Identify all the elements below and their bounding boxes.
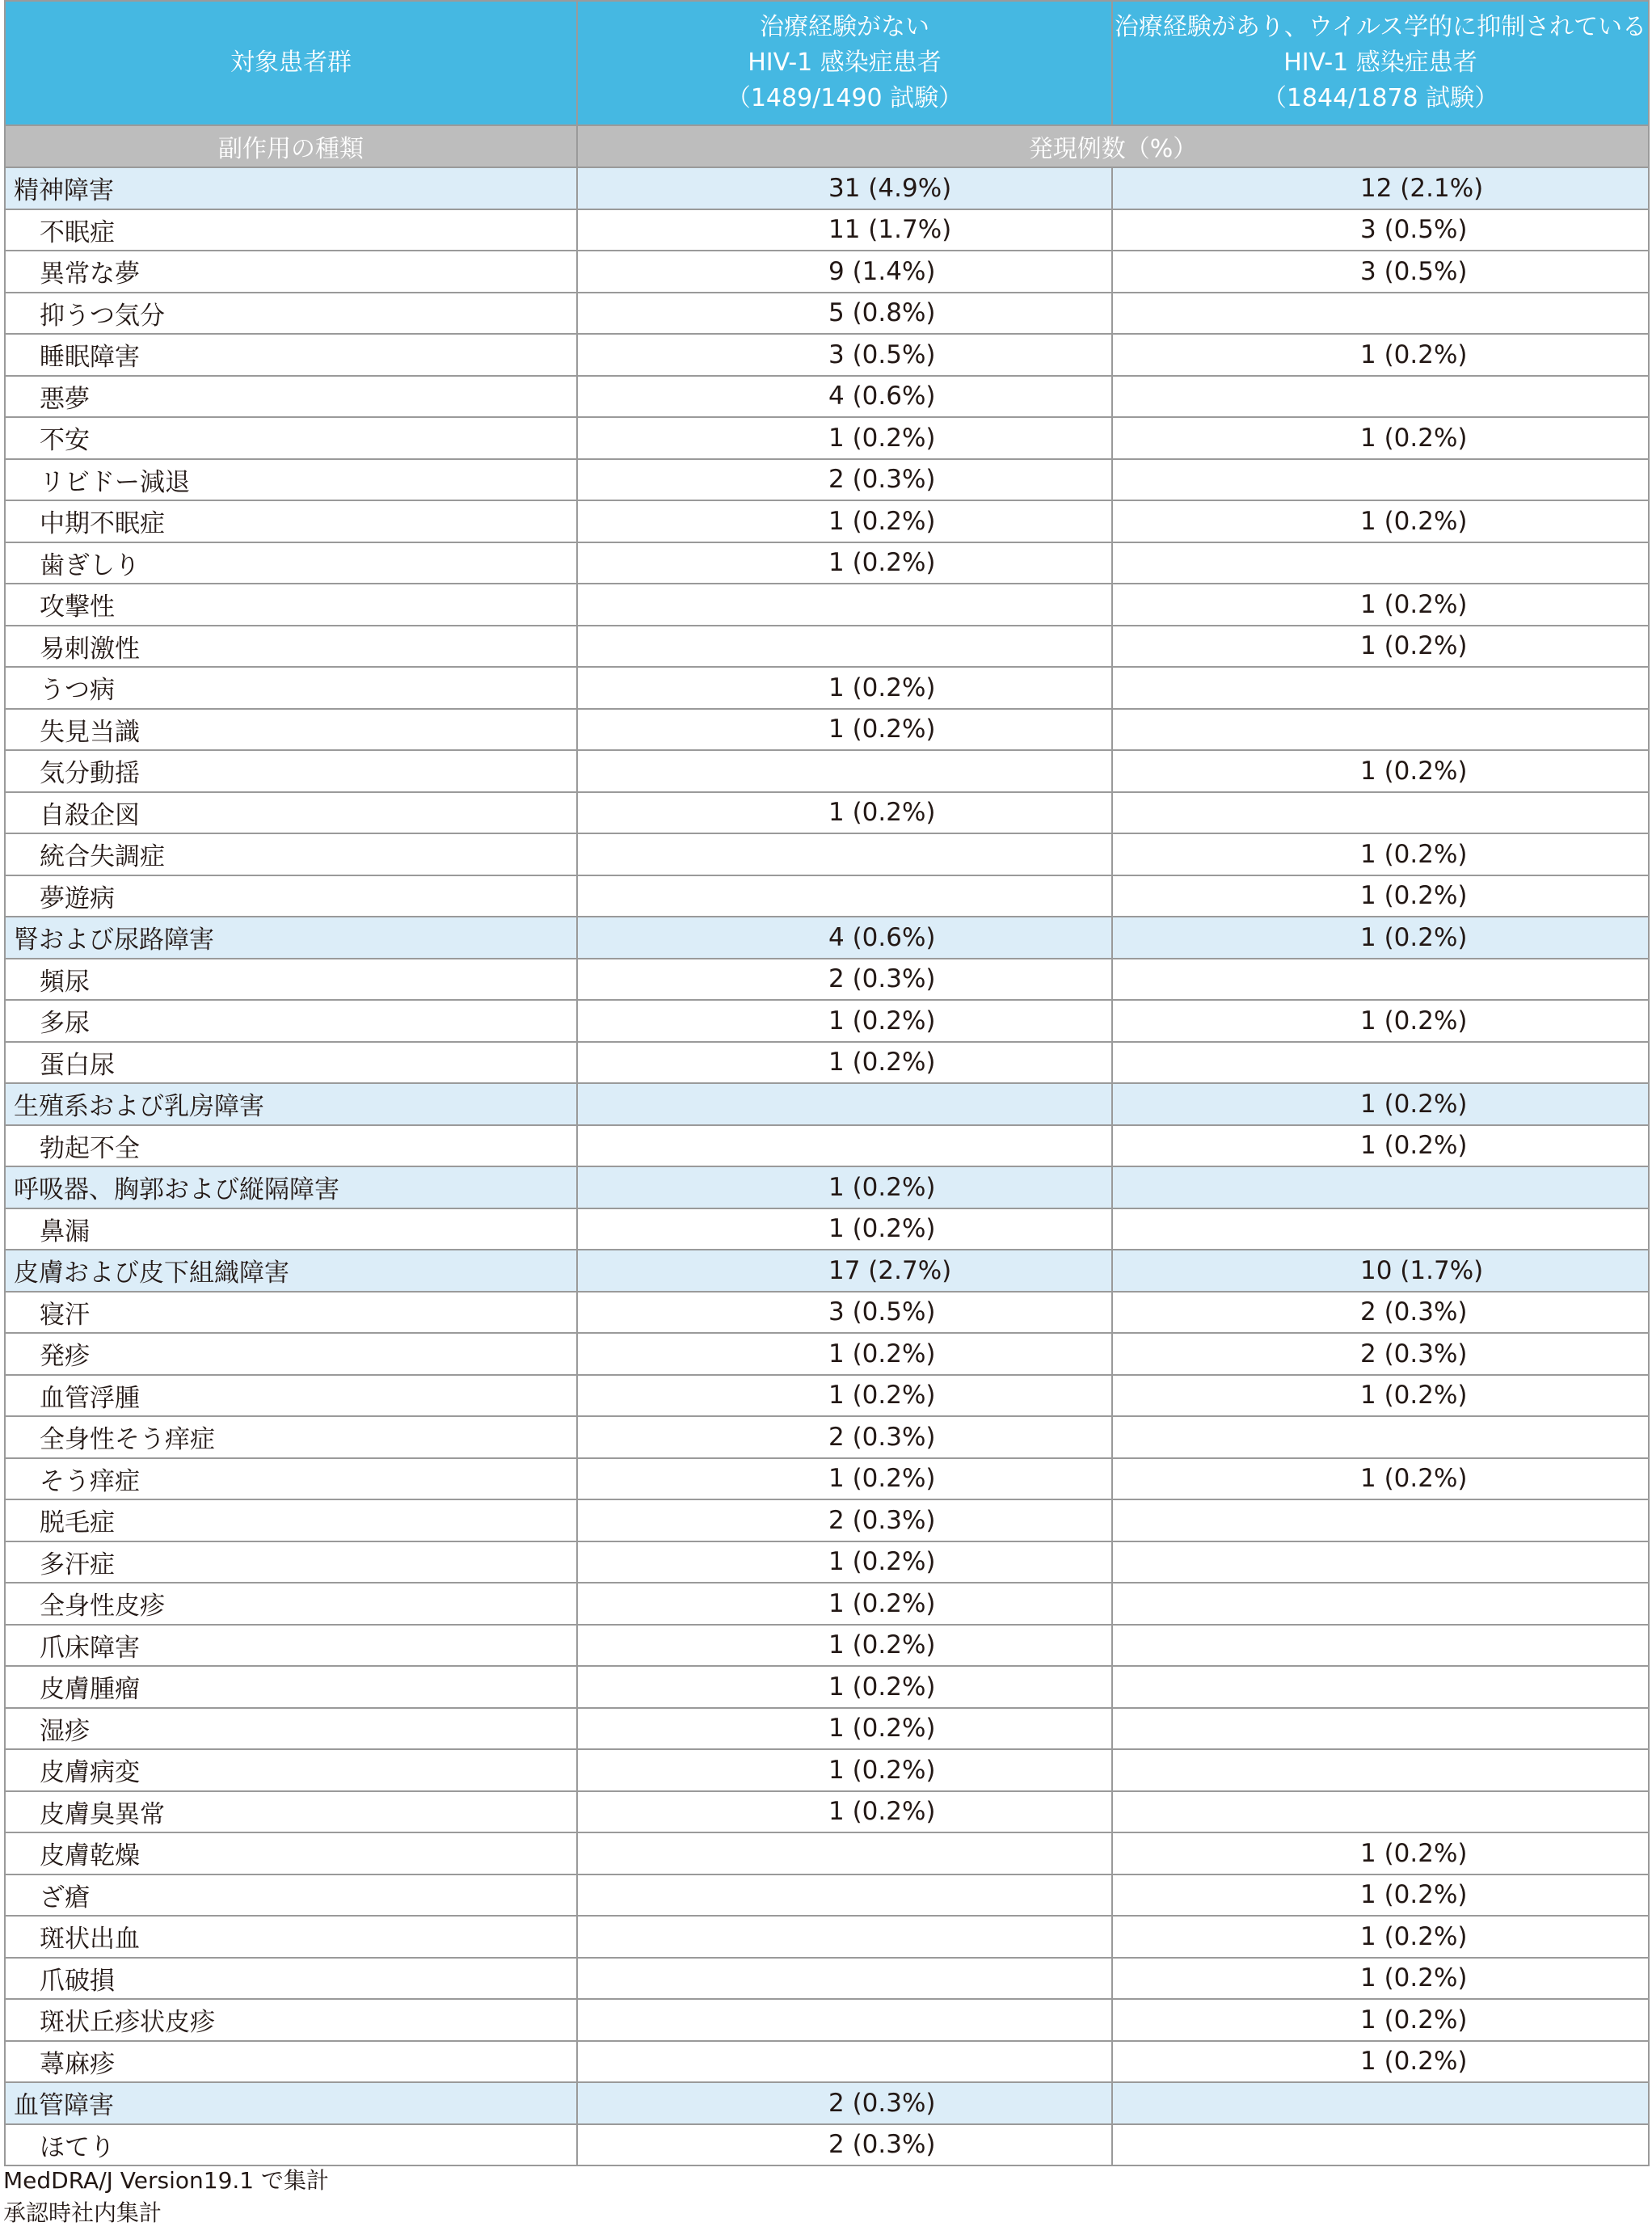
naive-count: 1 (0.2%) xyxy=(577,542,1112,584)
naive-count: 1 (0.2%) xyxy=(577,1458,1112,1500)
suppressed-count: 1 (0.2%) xyxy=(1112,1958,1649,2000)
table-row xyxy=(5,417,1649,459)
reaction-name: 抑うつ気分 xyxy=(5,293,577,335)
patient-group-header: 対象患者群 xyxy=(5,1,577,125)
naive-count: 1 (0.2%) xyxy=(577,1749,1112,1791)
reaction-name: 全身性皮疹 xyxy=(5,1583,577,1625)
suppressed-count: 1 (0.2%) xyxy=(1112,626,1649,668)
reaction-name: 脱毛症 xyxy=(5,1499,577,1541)
naive-count: 1 (0.2%) xyxy=(577,1042,1112,1084)
suppressed-count xyxy=(1112,1499,1649,1541)
table-body xyxy=(5,167,1649,2165)
suppressed-patients-header: 治療経験があり、ウイルス学的に抑制されている HIV-1 感染症患者 （1844/1878 試験） xyxy=(1112,1,1649,125)
table-row xyxy=(5,1125,1649,1167)
table-row xyxy=(5,792,1649,834)
reaction-name: 失見当識 xyxy=(5,709,577,751)
category-name: 精神障害 xyxy=(5,167,577,209)
table-row xyxy=(5,542,1649,584)
suppressed-count: 1 (0.2%) xyxy=(1112,833,1649,875)
naive-count: 5 (0.8%) xyxy=(577,293,1112,335)
table-row xyxy=(5,1999,1649,2041)
suppressed-count: 1 (0.2%) xyxy=(1112,1125,1649,1167)
reaction-name: ほてり xyxy=(5,2124,577,2166)
naive-count: 2 (0.3%) xyxy=(577,2082,1112,2124)
reaction-name: 多汗症 xyxy=(5,1541,577,1583)
table-row xyxy=(5,500,1649,542)
suppressed-count xyxy=(1112,1625,1649,1667)
suppressed-count xyxy=(1112,959,1649,1001)
category-name: 生殖系および乳房障害 xyxy=(5,1083,577,1125)
header-row xyxy=(5,1,1649,125)
reaction-name: 皮膚腫瘤 xyxy=(5,1666,577,1708)
category-row xyxy=(5,2082,1649,2124)
reaction-name: そう痒症 xyxy=(5,1458,577,1500)
table-row xyxy=(5,1375,1649,1417)
table-row xyxy=(5,709,1649,751)
category-name: 呼吸器、胸郭および縦隔障害 xyxy=(5,1166,577,1208)
footnote-source: 承認時社内集計 xyxy=(3,2199,162,2226)
table-row xyxy=(5,1333,1649,1375)
naive-count xyxy=(577,1999,1112,2041)
table-row xyxy=(5,1541,1649,1583)
naive-count: 3 (0.5%) xyxy=(577,1292,1112,1334)
reaction-name: 皮膚臭異常 xyxy=(5,1791,577,1833)
table-row xyxy=(5,1708,1649,1750)
suppressed-count: 1 (0.2%) xyxy=(1112,1375,1649,1417)
suppressed-count: 1 (0.2%) xyxy=(1112,750,1649,792)
reaction-name: 歯ぎしり xyxy=(5,542,577,584)
category-row xyxy=(5,917,1649,959)
naive-count xyxy=(577,875,1112,917)
table-row xyxy=(5,1292,1649,1334)
table-row xyxy=(5,1832,1649,1874)
suppressed-count xyxy=(1112,459,1649,501)
adverse-reactions-table xyxy=(4,0,1650,2166)
naive-count: 1 (0.2%) xyxy=(577,500,1112,542)
naive-count xyxy=(577,626,1112,668)
naive-count: 2 (0.3%) xyxy=(577,959,1112,1001)
table-row xyxy=(5,959,1649,1001)
table-row xyxy=(5,584,1649,626)
reaction-name: 睡眠障害 xyxy=(5,334,577,376)
reaction-name: 斑状出血 xyxy=(5,1916,577,1958)
reaction-name: ざ瘡 xyxy=(5,1874,577,1917)
reaction-name: 湿疹 xyxy=(5,1708,577,1750)
reaction-name: 爪破損 xyxy=(5,1958,577,2000)
category-row xyxy=(5,1250,1649,1292)
reaction-name: 易刺激性 xyxy=(5,626,577,668)
naive-count: 1 (0.2%) xyxy=(577,1625,1112,1667)
table-row xyxy=(5,667,1649,709)
category-row xyxy=(5,1083,1649,1125)
suppressed-count: 2 (0.3%) xyxy=(1112,1292,1649,1334)
category-row xyxy=(5,167,1649,209)
naive-count: 2 (0.3%) xyxy=(577,1416,1112,1458)
reaction-name: 夢遊病 xyxy=(5,875,577,917)
naive-count: 1 (0.2%) xyxy=(577,1000,1112,1042)
naive-count xyxy=(577,833,1112,875)
table-row xyxy=(5,1916,1649,1958)
naive-count: 2 (0.3%) xyxy=(577,2124,1112,2166)
incidence-header: 発現例数（%） xyxy=(577,125,1649,167)
suppressed-count xyxy=(1112,1541,1649,1583)
footnotes xyxy=(3,2165,329,2229)
table-row xyxy=(5,1000,1649,1042)
suppressed-count: 1 (0.2%) xyxy=(1112,875,1649,917)
suppressed-count xyxy=(1112,542,1649,584)
table-row xyxy=(5,1583,1649,1625)
reaction-name: 蛋白尿 xyxy=(5,1042,577,1084)
reaction-name: 斑状丘疹状皮疹 xyxy=(5,1999,577,2041)
reaction-name: 全身性そう痒症 xyxy=(5,1416,577,1458)
table-row xyxy=(5,1625,1649,1667)
reaction-name: 血管浮腫 xyxy=(5,1375,577,1417)
suppressed-count xyxy=(1112,1042,1649,1084)
suppressed-count: 3 (0.5%) xyxy=(1112,251,1649,293)
reaction-name: 皮膚病変 xyxy=(5,1749,577,1791)
reaction-name: 爪床障害 xyxy=(5,1625,577,1667)
reaction-name: 自殺企図 xyxy=(5,792,577,834)
suppressed-count xyxy=(1112,709,1649,751)
reaction-type-header: 副作用の種類 xyxy=(5,125,577,167)
table-row xyxy=(5,459,1649,501)
reaction-name: 中期不眠症 xyxy=(5,500,577,542)
suppressed-count xyxy=(1112,1416,1649,1458)
suppressed-count: 1 (0.2%) xyxy=(1112,2041,1649,2083)
reaction-name: 鼻漏 xyxy=(5,1208,577,1250)
suppressed-count: 2 (0.3%) xyxy=(1112,1333,1649,1375)
suppressed-count xyxy=(1112,1166,1649,1208)
suppressed-count xyxy=(1112,1708,1649,1750)
suppressed-count: 1 (0.2%) xyxy=(1112,1000,1649,1042)
naive-count xyxy=(577,1083,1112,1125)
suppressed-count xyxy=(1112,667,1649,709)
category-row xyxy=(5,1166,1649,1208)
reaction-name: 異常な夢 xyxy=(5,251,577,293)
naive-count xyxy=(577,750,1112,792)
suppressed-count: 1 (0.2%) xyxy=(1112,1458,1649,1500)
suppressed-count: 3 (0.5%) xyxy=(1112,209,1649,251)
naive-count xyxy=(577,1125,1112,1167)
table-row xyxy=(5,1499,1649,1541)
naive-count xyxy=(577,1874,1112,1917)
suppressed-count xyxy=(1112,1666,1649,1708)
category-name: 腎および尿路障害 xyxy=(5,917,577,959)
naive-count: 1 (0.2%) xyxy=(577,1375,1112,1417)
reaction-name: 統合失調症 xyxy=(5,833,577,875)
reaction-name: 不眠症 xyxy=(5,209,577,251)
table-row xyxy=(5,251,1649,293)
naive-count: 3 (0.5%) xyxy=(577,334,1112,376)
naive-count: 11 (1.7%) xyxy=(577,209,1112,251)
suppressed-count xyxy=(1112,2082,1649,2124)
table-row xyxy=(5,1874,1649,1917)
reaction-name: リビドー減退 xyxy=(5,459,577,501)
reaction-name: 不安 xyxy=(5,417,577,459)
table-row xyxy=(5,1416,1649,1458)
table-row xyxy=(5,1958,1649,2000)
naive-count: 1 (0.2%) xyxy=(577,709,1112,751)
reaction-name: 多尿 xyxy=(5,1000,577,1042)
naive-count xyxy=(577,584,1112,626)
table-row xyxy=(5,1666,1649,1708)
naive-patients-header: 治療経験がない HIV-1 感染症患者 （1489/1490 試験） xyxy=(577,1,1112,125)
subheader-row xyxy=(5,125,1649,167)
table-row xyxy=(5,1791,1649,1833)
suppressed-count: 1 (0.2%) xyxy=(1112,1916,1649,1958)
reaction-name: 頻尿 xyxy=(5,959,577,1001)
naive-count: 9 (1.4%) xyxy=(577,251,1112,293)
suppressed-count: 1 (0.2%) xyxy=(1112,1874,1649,1917)
naive-count: 1 (0.2%) xyxy=(577,1708,1112,1750)
suppressed-count: 10 (1.7%) xyxy=(1112,1250,1649,1292)
reaction-name: 悪夢 xyxy=(5,376,577,418)
suppressed-count: 1 (0.2%) xyxy=(1112,417,1649,459)
naive-count xyxy=(577,2041,1112,2083)
naive-count xyxy=(577,1916,1112,1958)
suppressed-count: 1 (0.2%) xyxy=(1112,500,1649,542)
suppressed-count xyxy=(1112,293,1649,335)
table-row xyxy=(5,2041,1649,2083)
suppressed-count: 1 (0.2%) xyxy=(1112,1999,1649,2041)
naive-count xyxy=(577,1832,1112,1874)
naive-count: 1 (0.2%) xyxy=(577,1166,1112,1208)
suppressed-count xyxy=(1112,1749,1649,1791)
suppressed-count xyxy=(1112,792,1649,834)
table-row xyxy=(5,833,1649,875)
category-name: 皮膚および皮下組織障害 xyxy=(5,1250,577,1292)
suppressed-count: 12 (2.1%) xyxy=(1112,167,1649,209)
suppressed-count xyxy=(1112,1583,1649,1625)
table-row xyxy=(5,209,1649,251)
table-row xyxy=(5,2124,1649,2166)
reaction-name: うつ病 xyxy=(5,667,577,709)
suppressed-count: 1 (0.2%) xyxy=(1112,584,1649,626)
table-row xyxy=(5,875,1649,917)
table-row xyxy=(5,334,1649,376)
naive-count: 1 (0.2%) xyxy=(577,1333,1112,1375)
naive-count: 1 (0.2%) xyxy=(577,1208,1112,1250)
suppressed-count xyxy=(1112,1791,1649,1833)
reaction-name: 勃起不全 xyxy=(5,1125,577,1167)
table-row xyxy=(5,376,1649,418)
naive-count: 4 (0.6%) xyxy=(577,376,1112,418)
table-row xyxy=(5,1458,1649,1500)
naive-count: 1 (0.2%) xyxy=(577,417,1112,459)
naive-count: 1 (0.2%) xyxy=(577,1791,1112,1833)
naive-count: 1 (0.2%) xyxy=(577,1541,1112,1583)
reaction-name: 気分動揺 xyxy=(5,750,577,792)
reaction-name: 攻撃性 xyxy=(5,584,577,626)
table-row xyxy=(5,626,1649,668)
table-row xyxy=(5,1749,1649,1791)
table-row xyxy=(5,293,1649,335)
suppressed-count: 1 (0.2%) xyxy=(1112,917,1649,959)
naive-count: 31 (4.9%) xyxy=(577,167,1112,209)
naive-count: 2 (0.3%) xyxy=(577,1499,1112,1541)
suppressed-count xyxy=(1112,376,1649,418)
category-name: 血管障害 xyxy=(5,2082,577,2124)
table-row xyxy=(5,750,1649,792)
naive-count xyxy=(577,1958,1112,2000)
suppressed-count: 1 (0.2%) xyxy=(1112,1083,1649,1125)
naive-count: 1 (0.2%) xyxy=(577,667,1112,709)
naive-count: 4 (0.6%) xyxy=(577,917,1112,959)
suppressed-count xyxy=(1112,2124,1649,2166)
table-row xyxy=(5,1208,1649,1250)
naive-count: 1 (0.2%) xyxy=(577,1666,1112,1708)
suppressed-count xyxy=(1112,1208,1649,1250)
suppressed-count: 1 (0.2%) xyxy=(1112,1832,1649,1874)
naive-count: 17 (2.7%) xyxy=(577,1250,1112,1292)
footnote-meddra: MedDRA/J Version19.1 で集計 xyxy=(3,2167,329,2194)
reaction-name: 寝汗 xyxy=(5,1292,577,1334)
reaction-name: 蕁麻疹 xyxy=(5,2041,577,2083)
reaction-name: 発疹 xyxy=(5,1333,577,1375)
naive-count: 2 (0.3%) xyxy=(577,459,1112,501)
naive-count: 1 (0.2%) xyxy=(577,1583,1112,1625)
table-row xyxy=(5,1042,1649,1084)
suppressed-count: 1 (0.2%) xyxy=(1112,334,1649,376)
reaction-name: 皮膚乾燥 xyxy=(5,1832,577,1874)
naive-count: 1 (0.2%) xyxy=(577,792,1112,834)
